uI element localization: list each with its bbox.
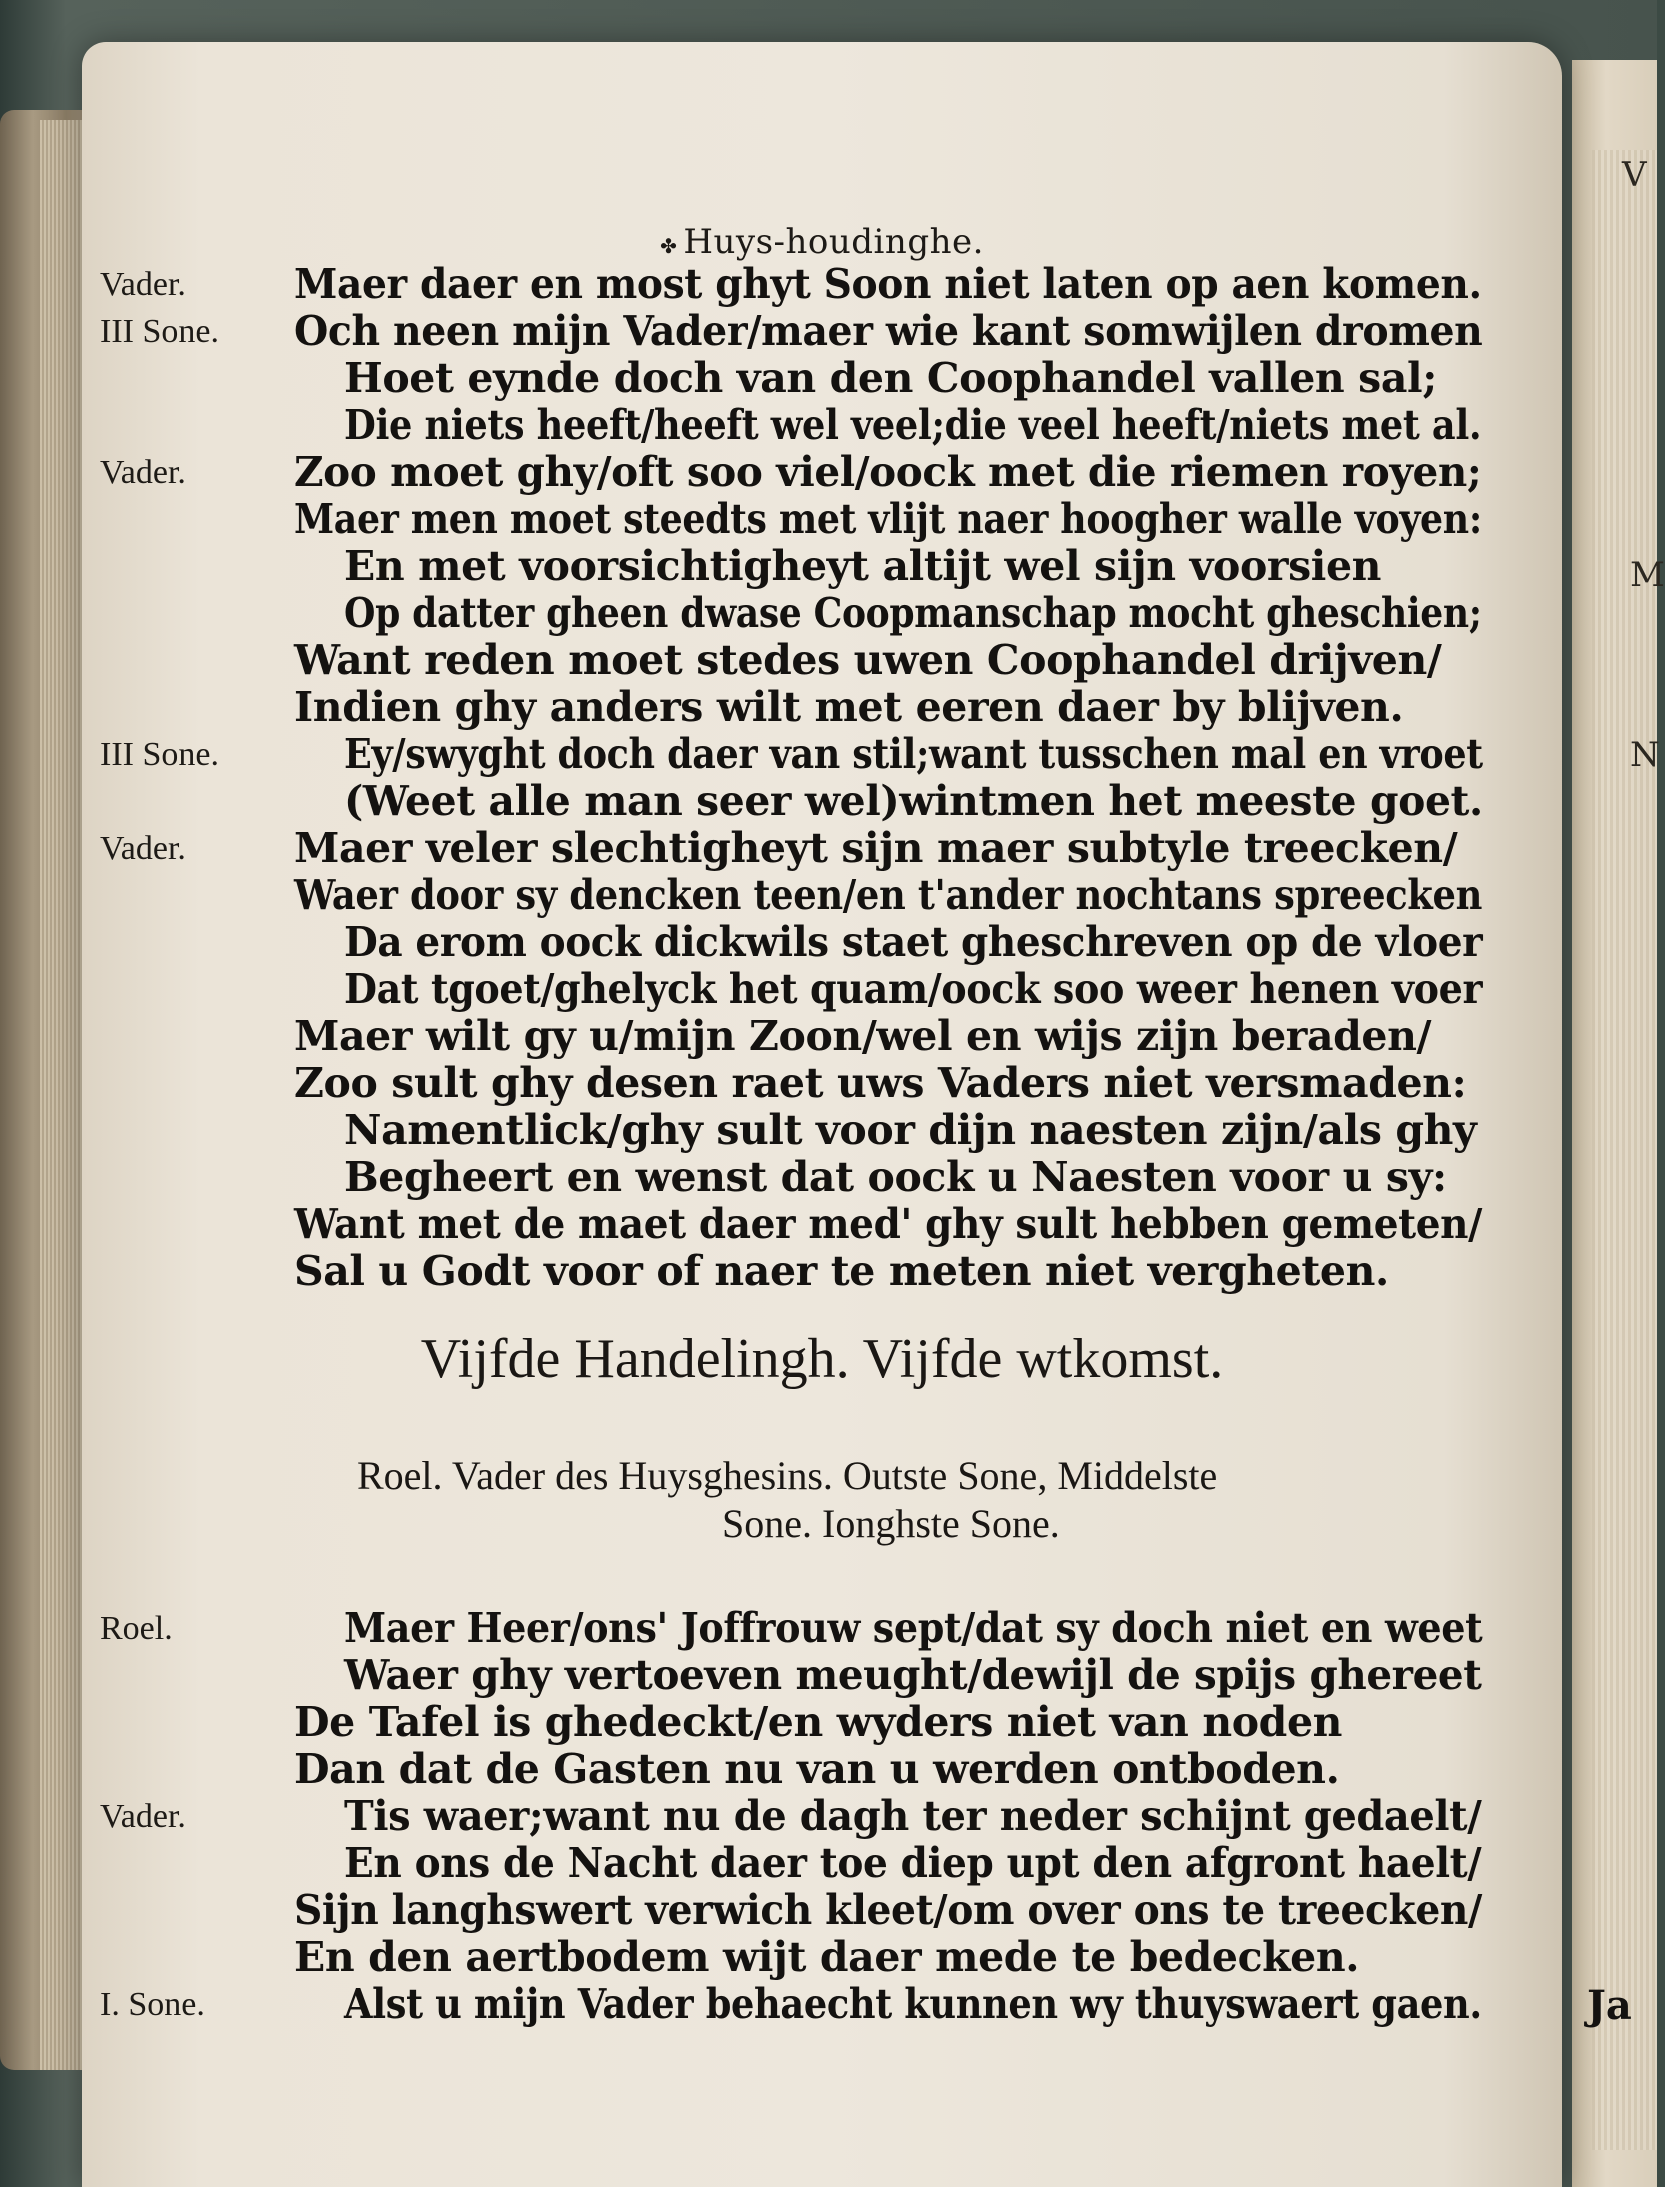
running-head	[82, 222, 1562, 262]
speaker-label: Vader.	[100, 830, 186, 867]
verse-line: Da erom oock dickwils staet gheschreven op de vloer	[344, 918, 1483, 966]
verse-line: Sijn langhswert verwich kleet/om over ons te treecken/	[294, 1886, 1482, 1934]
verse-line: Hoet eynde doch van den Coophandel vallen sal;	[344, 354, 1437, 402]
speaker-label: III Sone.	[100, 313, 219, 350]
verse-line: Maer daer en most ghyt Soon niet laten op aen komen.	[294, 260, 1482, 308]
act-heading: Vijfde Handelingh. Vijfde wtkomst.	[420, 1328, 1224, 1390]
verse-line: Op datter gheen dwase Coopmanschap mocht gheschien;	[344, 589, 1482, 637]
verse-line: Die niets heeft/heeft wel veel;die veel heeft/niets met al.	[344, 401, 1482, 449]
verse-line: Waer door sy dencken teen/en t'ander nochtans spreecken	[294, 871, 1483, 919]
book-page	[82, 42, 1632, 2187]
ornament-mark: ✤	[660, 234, 678, 258]
verse-line: Zoo sult ghy desen raet uws Vaders niet versmaden:	[294, 1059, 1467, 1107]
verse-line: En den aertbodem wijt daer mede te bedecken.	[294, 1933, 1360, 1981]
verse-line: Indien ghy anders wilt met eeren daer by blijven.	[294, 683, 1404, 731]
verse-line: (Weet alle man seer wel)wintmen het meeste goet.	[344, 777, 1483, 825]
cast-list-line-1: Roel. Vader des Huysghesins. Outste Sone, Middelste	[357, 1453, 1218, 1498]
verse-line: Alst u mijn Vader behaecht kunnen wy thuyswaert gaen.	[344, 1980, 1482, 2028]
cast-list-line-2: Sone. Ionghste Sone.	[722, 1501, 1060, 1546]
speaker-label: Vader.	[100, 266, 186, 303]
speaker-label: I. Sone.	[100, 1986, 205, 2023]
verse-line: De Tafel is ghedeckt/en wyders niet van noden	[294, 1698, 1343, 1746]
facing-page-letter: N	[1630, 735, 1660, 775]
verse-line: Maer wilt gy u/mijn Zoon/wel en wijs zijn beraden/	[294, 1012, 1432, 1060]
facing-page-letter: M	[1630, 555, 1665, 595]
catchword: Ja	[1587, 1982, 1632, 2029]
speaker-label: Vader.	[100, 454, 186, 491]
verse-line: Want met de maet daer med' ghy sult hebben gemeten/	[294, 1200, 1482, 1248]
verse-line: Namentlick/ghy sult voor dijn naesten zijn/als ghy	[344, 1106, 1477, 1154]
verse-line: Sal u Godt voor of naer te meten niet vergheten.	[294, 1247, 1389, 1295]
running-head-text: Huys-houdinghe.	[683, 222, 984, 262]
verse-line: Dat tgoet/ghelyck het quam/oock soo weer henen voer	[344, 965, 1483, 1013]
speaker-label: Roel.	[100, 1610, 173, 1647]
facing-page-edge	[1592, 150, 1657, 2150]
verse-line: En met voorsichtigheyt altijt wel sijn voorsien	[344, 542, 1382, 590]
verse-line: Begheert en wenst dat oock u Naesten voor u sy:	[344, 1153, 1447, 1201]
verse-line: Ey/swyght doch daer van stil;want tusschen mal en vroet	[344, 730, 1483, 778]
verse-line: Maer veler slechtigheyt sijn maer subtyle treecken/	[294, 824, 1458, 872]
verse-line: Want reden moet stedes uwen Coophandel drijven/	[294, 636, 1442, 684]
verse-line: Dan dat de Gasten nu van u werden ontboden.	[294, 1745, 1340, 1793]
speaker-label: Vader.	[100, 1798, 186, 1835]
verse-line: Tis waer;want nu de dagh ter neder schijnt gedaelt/	[344, 1792, 1482, 1840]
verse-line: Och neen mijn Vader/maer wie kant somwijlen dromen	[294, 307, 1483, 355]
verse-line: Zoo moet ghy/oft soo viel/oock met die riemen royen;	[294, 448, 1482, 496]
verse-line: Maer men moet steedts met vlijt naer hoogher walle voyen:	[294, 495, 1482, 543]
verse-line: Maer Heer/ons' Joffrouw sept/dat sy doch niet en weet	[344, 1604, 1483, 1652]
speaker-label: III Sone.	[100, 736, 219, 773]
facing-page-letter: V	[1622, 155, 1647, 195]
verse-line: En ons de Nacht daer toe diep upt den afgront haelt/	[344, 1839, 1482, 1887]
verse-line: Waer ghy vertoeven meught/dewijl de spijs ghereet	[344, 1651, 1482, 1699]
